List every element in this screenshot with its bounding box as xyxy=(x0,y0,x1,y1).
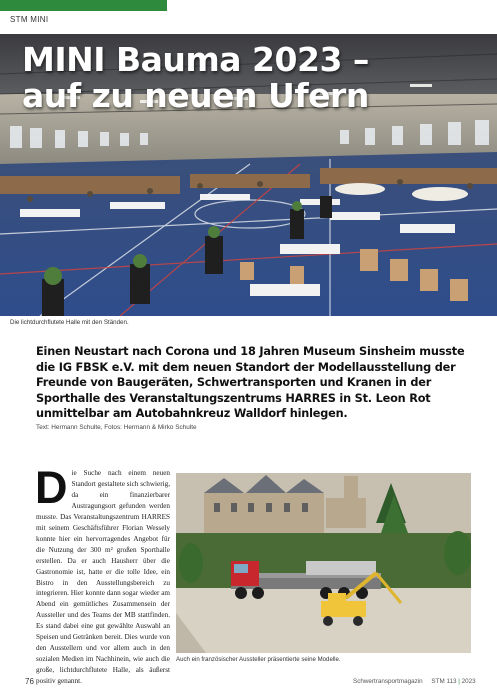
article-title xyxy=(22,42,369,114)
inset-caption: Auch ein französischer Aussteller präsentierte seine Modelle. xyxy=(176,656,341,663)
header-accent-bar xyxy=(0,0,167,11)
section-label: STM MINI xyxy=(10,15,49,24)
page-number: 76 xyxy=(25,677,34,686)
diorama-photo-illustration xyxy=(176,473,471,653)
footer-separator: | xyxy=(458,678,460,685)
magazine-name: Schwertransportmagazin xyxy=(353,678,423,685)
hero-photo xyxy=(0,34,497,316)
lead-paragraph: Einen Neustart nach Corona und 18 Jahren Museum Sinsheim musste die IG FBSK e.V. mit dem neuen Standort der Modellausstellung der Freunde von Baugeräten, Schwertransporten und Kranen in der Sporthalle des Veranstaltungszentrums HARRES in St. Leon Rot unmittelbar am Autobahnkreuz Walldorf hinlegen. xyxy=(36,345,465,420)
issue-number: STM 113 xyxy=(431,678,457,685)
body-text-column xyxy=(35,462,170,687)
body-text: ie Suche nach einem neuen Standort gestaltete sich schwierig, da ein finanzierbarer Austragungsort gefunden werden musste. Das Veranstaltungszentrum HARRES mit seinem Geschäftsführer Florian Wessely konnte hier ein hervorragendes Angebot für die Nutzung der 300 m² großen Sporthalle erstellen. Da er auch Hausherr über die Gastronomie ist, hatte er die tolle Idee, ein Bistro in den Ausstellungsbereich zu integrieren. Hier konnte dann sogar wieder am Abend ein gemütliches Zusammensein der Aussteller und des Teams der MB stattfinden. Es stand dabei eine gut gewählte Auswahl an Speisen und Getränken bereit. Dies wurde von den Ausstellern und vor allem auch in den sozialen Medien im Nachhinein, wie auch die große, lichtdurchflutete Halle, als äußerst positiv genannt. xyxy=(36,469,170,686)
hero-caption: Die lichtdurchflutete Halle mit den Ständen. xyxy=(10,319,129,326)
footer-magazine-info xyxy=(353,678,476,685)
author-credits: Text: Hermann Schulte, Fotos: Hermann & Mirko Schulte xyxy=(36,424,197,431)
inset-photo xyxy=(176,473,471,653)
article-title-line-1: MINI Bauma 2023 – xyxy=(22,40,369,79)
drop-cap: D xyxy=(35,462,68,513)
issue-year: 2023 xyxy=(461,678,476,685)
article-title-line-2: auf zu neuen Ufern xyxy=(22,76,369,115)
